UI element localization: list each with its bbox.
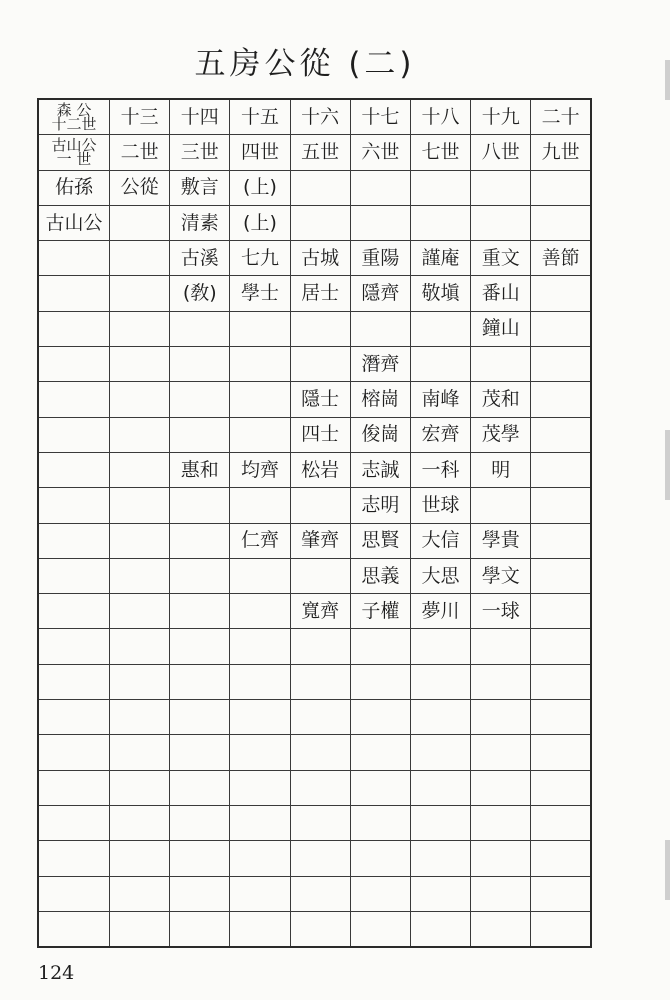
name-cell: 茂和 xyxy=(471,382,531,417)
name-cell xyxy=(110,488,170,523)
name-cell: 善節 xyxy=(531,241,591,276)
name-cell xyxy=(531,876,591,911)
table-row xyxy=(38,488,591,523)
name-cell xyxy=(290,770,350,805)
row-label-cell xyxy=(38,311,110,346)
name-cell xyxy=(531,700,591,735)
row-label-cell xyxy=(38,876,110,911)
table-row xyxy=(38,241,591,276)
name-cell xyxy=(410,805,470,840)
name-cell xyxy=(350,629,410,664)
name-cell xyxy=(170,841,230,876)
name-cell xyxy=(290,205,350,240)
name-cell: 肇齊 xyxy=(290,523,350,558)
row-label-cell xyxy=(38,488,110,523)
name-cell xyxy=(170,876,230,911)
name-cell: 隱士 xyxy=(290,382,350,417)
scan-edge-mark xyxy=(665,840,670,900)
row-label-cell xyxy=(38,735,110,770)
name-cell: 四士 xyxy=(290,417,350,452)
name-cell: 均齊 xyxy=(230,452,290,487)
name-cell: 俊崗 xyxy=(350,417,410,452)
name-cell: 夢川 xyxy=(410,594,470,629)
name-cell xyxy=(110,523,170,558)
name-cell: 居士 xyxy=(290,276,350,311)
name-cell xyxy=(471,488,531,523)
table-row xyxy=(38,805,591,840)
name-cell xyxy=(471,629,531,664)
table-row xyxy=(38,347,591,382)
name-cell xyxy=(110,841,170,876)
name-cell xyxy=(230,382,290,417)
table-row xyxy=(38,205,591,240)
name-cell xyxy=(410,664,470,699)
table-row xyxy=(38,629,591,664)
table-row xyxy=(38,770,591,805)
name-cell: 重陽 xyxy=(350,241,410,276)
generation-header-cell: 二十 xyxy=(531,99,591,135)
name-cell xyxy=(170,417,230,452)
name-cell xyxy=(110,205,170,240)
name-cell xyxy=(110,241,170,276)
generation-header-cell: 十七 xyxy=(350,99,410,135)
header-label-line2: 十二世 xyxy=(51,115,97,134)
row-label-cell xyxy=(38,276,110,311)
name-cell xyxy=(531,170,591,205)
name-cell xyxy=(531,841,591,876)
name-cell xyxy=(110,382,170,417)
name-cell xyxy=(410,205,470,240)
name-cell xyxy=(290,911,350,947)
name-cell xyxy=(170,629,230,664)
name-cell: (上) xyxy=(230,170,290,205)
name-cell xyxy=(290,558,350,593)
name-cell xyxy=(350,735,410,770)
generation-header-cell: 三世 xyxy=(170,135,230,170)
name-cell: (敎) xyxy=(170,276,230,311)
name-cell xyxy=(170,523,230,558)
name-cell xyxy=(230,417,290,452)
name-cell: 一球 xyxy=(471,594,531,629)
name-cell xyxy=(531,347,591,382)
header-label-line1: 古山公 xyxy=(51,136,97,155)
name-cell: 明 xyxy=(471,452,531,487)
row-label-cell xyxy=(38,805,110,840)
name-cell xyxy=(110,700,170,735)
name-cell xyxy=(350,770,410,805)
name-cell xyxy=(531,594,591,629)
name-cell xyxy=(110,629,170,664)
name-cell xyxy=(471,700,531,735)
header-label-line2: 一 世 xyxy=(56,150,92,169)
table-row xyxy=(38,841,591,876)
name-cell xyxy=(230,558,290,593)
name-cell xyxy=(110,452,170,487)
name-cell xyxy=(531,735,591,770)
name-cell xyxy=(350,170,410,205)
name-cell xyxy=(170,382,230,417)
row-label-cell xyxy=(38,664,110,699)
name-cell xyxy=(290,700,350,735)
table-row xyxy=(38,735,591,770)
name-cell xyxy=(110,664,170,699)
name-cell: 志誠 xyxy=(350,452,410,487)
row-label-cell xyxy=(38,558,110,593)
name-cell: 重文 xyxy=(471,241,531,276)
name-cell: 仁齊 xyxy=(230,523,290,558)
name-cell xyxy=(170,911,230,947)
name-cell xyxy=(350,911,410,947)
name-cell: 寬齊 xyxy=(290,594,350,629)
header-label-cell xyxy=(38,99,110,135)
name-cell xyxy=(410,770,470,805)
name-cell: 隱齊 xyxy=(350,276,410,311)
name-cell xyxy=(531,417,591,452)
name-cell xyxy=(471,841,531,876)
name-cell xyxy=(410,347,470,382)
name-cell xyxy=(230,841,290,876)
genealogy-table xyxy=(37,98,592,948)
name-cell xyxy=(531,205,591,240)
generation-header-cell: 二世 xyxy=(110,135,170,170)
row-label-cell xyxy=(38,700,110,735)
name-cell xyxy=(410,311,470,346)
table-row xyxy=(38,594,591,629)
header-label-line1: 森 公 xyxy=(56,101,92,120)
table-row xyxy=(38,170,591,205)
table-row xyxy=(38,664,591,699)
name-cell: 志明 xyxy=(350,488,410,523)
row-label-cell xyxy=(38,452,110,487)
row-label-cell xyxy=(38,241,110,276)
name-cell xyxy=(110,311,170,346)
name-cell xyxy=(290,311,350,346)
generation-header-cell: 六世 xyxy=(350,135,410,170)
name-cell xyxy=(170,805,230,840)
table-row xyxy=(38,276,591,311)
table-row xyxy=(38,558,591,593)
name-cell: 世球 xyxy=(410,488,470,523)
generation-header-cell: 十四 xyxy=(170,99,230,135)
name-cell xyxy=(350,311,410,346)
name-cell xyxy=(350,205,410,240)
name-cell xyxy=(350,876,410,911)
generation-header-cell: 九世 xyxy=(531,135,591,170)
name-cell: 榕崗 xyxy=(350,382,410,417)
name-cell: 大信 xyxy=(410,523,470,558)
name-cell xyxy=(350,700,410,735)
name-cell: 惠和 xyxy=(170,452,230,487)
name-cell: 古城 xyxy=(290,241,350,276)
name-cell: 宏齊 xyxy=(410,417,470,452)
name-cell xyxy=(170,594,230,629)
table-row xyxy=(38,382,591,417)
name-cell: 鐘山 xyxy=(471,311,531,346)
name-cell xyxy=(531,311,591,346)
name-cell xyxy=(170,488,230,523)
page-number: 124 xyxy=(38,962,75,984)
generation-header-cell: 十五 xyxy=(230,99,290,135)
name-cell xyxy=(531,523,591,558)
name-cell: 松岩 xyxy=(290,452,350,487)
name-cell xyxy=(110,876,170,911)
row-label-cell xyxy=(38,594,110,629)
name-cell xyxy=(410,876,470,911)
name-cell: 古溪 xyxy=(170,241,230,276)
name-cell xyxy=(531,805,591,840)
name-cell xyxy=(230,347,290,382)
row-label-cell: 古山公 xyxy=(38,205,110,240)
name-cell xyxy=(170,311,230,346)
table-row xyxy=(38,452,591,487)
generation-header-cell: 七世 xyxy=(410,135,470,170)
name-cell xyxy=(230,594,290,629)
generation-header-cell: 十三 xyxy=(110,99,170,135)
name-cell xyxy=(531,664,591,699)
name-cell xyxy=(410,735,470,770)
name-cell: 敬塡 xyxy=(410,276,470,311)
name-cell xyxy=(531,382,591,417)
name-cell xyxy=(410,170,470,205)
name-cell xyxy=(230,911,290,947)
name-cell xyxy=(110,594,170,629)
generation-header-cell: 十六 xyxy=(290,99,350,135)
name-cell xyxy=(471,205,531,240)
generation-header-cell: 四世 xyxy=(230,135,290,170)
row-label-cell xyxy=(38,417,110,452)
name-cell xyxy=(110,417,170,452)
name-cell: 公從 xyxy=(110,170,170,205)
row-label-cell xyxy=(38,523,110,558)
name-cell xyxy=(170,347,230,382)
name-cell xyxy=(531,558,591,593)
generation-header-cell: 八世 xyxy=(471,135,531,170)
name-cell xyxy=(110,558,170,593)
name-cell xyxy=(170,700,230,735)
name-cell: 南峰 xyxy=(410,382,470,417)
name-cell xyxy=(350,664,410,699)
name-cell xyxy=(471,876,531,911)
name-cell xyxy=(531,911,591,947)
name-cell: 清素 xyxy=(170,205,230,240)
name-cell xyxy=(110,276,170,311)
name-cell xyxy=(110,805,170,840)
table-row xyxy=(38,417,591,452)
generation-header-row xyxy=(38,99,591,135)
name-cell: 潛齊 xyxy=(350,347,410,382)
name-cell xyxy=(230,664,290,699)
name-cell xyxy=(110,735,170,770)
name-cell xyxy=(170,735,230,770)
table-row xyxy=(38,523,591,558)
name-cell: 學貴 xyxy=(471,523,531,558)
name-cell xyxy=(531,452,591,487)
name-cell: 思義 xyxy=(350,558,410,593)
name-cell xyxy=(410,700,470,735)
name-cell xyxy=(531,276,591,311)
name-cell xyxy=(471,805,531,840)
scan-edge-mark xyxy=(665,430,670,500)
row-label-cell xyxy=(38,382,110,417)
name-cell xyxy=(230,629,290,664)
name-cell xyxy=(230,770,290,805)
name-cell: 七九 xyxy=(230,241,290,276)
name-cell xyxy=(230,805,290,840)
table-row xyxy=(38,311,591,346)
page-title: 五房公從 (二) xyxy=(194,46,416,82)
table-row xyxy=(38,700,591,735)
name-cell xyxy=(170,664,230,699)
name-cell xyxy=(410,629,470,664)
name-cell xyxy=(230,735,290,770)
row-label-cell xyxy=(38,911,110,947)
row-label-cell: 佑孫 xyxy=(38,170,110,205)
header-label-cell xyxy=(38,135,110,170)
name-cell: 敷言 xyxy=(170,170,230,205)
scan-edge-mark xyxy=(665,60,670,100)
name-cell xyxy=(471,347,531,382)
name-cell: 一科 xyxy=(410,452,470,487)
name-cell xyxy=(471,735,531,770)
table-row xyxy=(38,911,591,947)
generation-header-row xyxy=(38,135,591,170)
name-cell xyxy=(290,664,350,699)
name-cell xyxy=(350,805,410,840)
name-cell xyxy=(531,488,591,523)
name-cell xyxy=(290,347,350,382)
name-cell: 子權 xyxy=(350,594,410,629)
name-cell xyxy=(410,841,470,876)
name-cell: 番山 xyxy=(471,276,531,311)
name-cell xyxy=(230,488,290,523)
name-cell xyxy=(531,770,591,805)
name-cell: 謹庵 xyxy=(410,241,470,276)
name-cell xyxy=(110,347,170,382)
name-cell xyxy=(170,558,230,593)
generation-header-cell: 五世 xyxy=(290,135,350,170)
name-cell xyxy=(230,876,290,911)
name-cell xyxy=(290,805,350,840)
row-label-cell xyxy=(38,770,110,805)
name-cell xyxy=(290,488,350,523)
name-cell: 思賢 xyxy=(350,523,410,558)
name-cell xyxy=(531,629,591,664)
name-cell xyxy=(290,841,350,876)
row-label-cell xyxy=(38,347,110,382)
name-cell xyxy=(290,170,350,205)
name-cell: (上) xyxy=(230,205,290,240)
row-label-cell xyxy=(38,841,110,876)
name-cell xyxy=(350,841,410,876)
name-cell xyxy=(471,770,531,805)
row-label-cell xyxy=(38,629,110,664)
name-cell xyxy=(471,170,531,205)
name-cell xyxy=(230,311,290,346)
name-cell xyxy=(110,911,170,947)
name-cell xyxy=(290,876,350,911)
name-cell xyxy=(290,629,350,664)
name-cell: 大思 xyxy=(410,558,470,593)
generation-header-cell: 十八 xyxy=(410,99,470,135)
name-cell xyxy=(170,770,230,805)
name-cell xyxy=(471,664,531,699)
name-cell: 學士 xyxy=(230,276,290,311)
name-cell xyxy=(410,911,470,947)
name-cell: 學文 xyxy=(471,558,531,593)
name-cell xyxy=(471,911,531,947)
generation-header-cell: 十九 xyxy=(471,99,531,135)
name-cell: 茂學 xyxy=(471,417,531,452)
name-cell xyxy=(230,700,290,735)
name-cell xyxy=(110,770,170,805)
table-row xyxy=(38,876,591,911)
name-cell xyxy=(290,735,350,770)
